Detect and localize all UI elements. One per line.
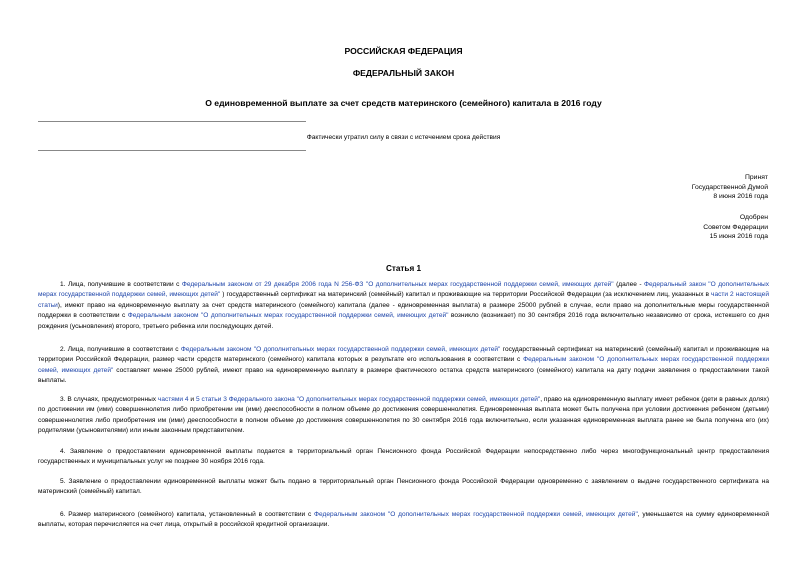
law-link[interactable]: Федеральным законом "О дополнительных мерах государственной поддержки семей, имеющих детей" [180, 346, 501, 353]
law-link[interactable]: Федеральным законом "О дополнительных мерах государственной поддержки семей, имеющих детей" [127, 312, 449, 320]
adoption-duma-line: Государственной Думой [691, 183, 768, 191]
adoption-council [703, 213, 768, 242]
law-link[interactable]: Федеральным законом "О дополнительных мерах государственной поддержки семей, имеющих детей" [314, 511, 638, 518]
text: , уменьшается на сумму единовременной выплаты, которая перечисляется на счет лица, открытый в российской кредитной организации. [38, 511, 769, 529]
text: 3. В случаях, предусмотренных [60, 396, 158, 403]
paragraph-4 [38, 447, 769, 468]
law-link[interactable]: 5 статьи 3 Федерального закона "О дополнительных мерах государственной поддержки семей, имеющих детей" [196, 396, 541, 403]
paragraph-3 [38, 395, 769, 437]
adoption-duma-line: Принят [744, 174, 768, 181]
status-note: Фактически утратил силу в связи с истечением срока действия [306, 134, 501, 141]
adoption-council-line: Советом Федерации [703, 223, 768, 231]
text: возникло (возникает) по 30 сентября 2016 года включительно независимо от срока, истекшего со дня рождения (усыновления) второго, третьего ребенка или последующих детей. [38, 312, 770, 330]
text: 1. Лица, получившие в соответствии с [60, 281, 182, 288]
adoption-council-line: Одобрен [739, 214, 768, 221]
adoption-duma-date: 8 июня 2016 года [713, 193, 768, 201]
law-link[interactable]: Федеральный закон "О дополнительных мерах государственной поддержки семей, имеющих детей" [38, 281, 769, 299]
adoption-council-date: 15 июня 2016 года [709, 233, 768, 241]
paragraph-1 [38, 280, 769, 332]
divider-bottom [38, 150, 306, 151]
paragraph-2 [38, 345, 769, 387]
adoption-duma [692, 173, 768, 202]
paragraph-5 [38, 477, 769, 498]
text: (далее - [613, 281, 645, 288]
paragraph-6 [38, 510, 769, 531]
text: 2. Лица, получившие в соответствии с [60, 346, 181, 353]
law-type-heading: ФЕДЕРАЛЬНЫЙ ЗАКОН [352, 68, 455, 78]
text: , право на единовременную выплату имеет ребенок (дети в равных долях) по достижении им (ими) совершеннолетия либо приобретении им (ими) дееспособности в полном объеме до достижения совершеннолетия. Единовременная выплата может быть получена при условии достижения ребенком (детьми) совершеннолетия либо приобретения им (ими) дееспособности в полном объеме до достижения совершеннолетия по 30 сентября 2016 года включительно, если указанная единовременная выплата ранее не была получена его (их) родителями (усыновителями) или иным законным представителем. [38, 396, 769, 435]
part-link[interactable]: части 2 настоящей статьи [38, 291, 769, 309]
text: государственный сертификат на материнский (семейный) капитал и проживающие на территории Российской Федерации, размер части средств материнского (семейного) капитала которых в результате его использования в соответствии с [38, 346, 769, 364]
law-link[interactable]: Федеральным законом от 29 декабря 2006 года N 256-ФЗ "О дополнительных мерах государственной поддержки семей, имеющих детей" [181, 281, 614, 288]
text: ) государственный сертификат на материнский (семейный) капитал и проживающие на территории Российской Федерации (за исключением лиц, указанных в [220, 291, 712, 299]
divider-top [38, 121, 306, 122]
federation-heading: РОССИЙСКАЯ ФЕДЕРАЦИЯ [344, 46, 463, 56]
text: 4. Заявление о предоставлении единовременной выплаты подается в территориальный орган Пенсионного фонда Российской Федерации непосредственно либо через многофункциональный центр предоставления государственных и муниципальных услуг не позднее 30 ноября 2016 года. [38, 448, 769, 466]
article-heading: Статья 1 [385, 264, 422, 273]
text: ), имеют право на единовременную выплату за счет средств материнского (семейного) капитала (далее - единовременная выплата) в размере 25000 рублей в случае, если право на дополнительные меры государственной поддержки в соответствии с [38, 301, 769, 320]
law-title: О единовременной выплате за счет средств материнского (семейного) капитала в 2016 году [205, 98, 602, 108]
text: 6. Размер материнского (семейного) капитала, установленный в соответствии с [60, 511, 315, 518]
text: 5. Заявление о предоставлении единовременной выплаты может быть подано в территориальный орган Пенсионного фонда Российской Федерации одновременно с заявлением о выдаче государственного сертификата на материнский (семейный) капитал. [38, 478, 769, 496]
part-link[interactable]: частями 4 [157, 396, 189, 403]
law-link[interactable]: Федеральным законом "О дополнительных мерах государственной поддержки семей, имеющих детей" [38, 356, 770, 374]
text: составляет менее 25000 рублей, имеют право на единовременную выплату в размере фактического остатка средств материнского (семейного) капитала на дату подачи заявления о предоставлении такой выплаты. [38, 366, 769, 385]
text: и [188, 396, 196, 403]
